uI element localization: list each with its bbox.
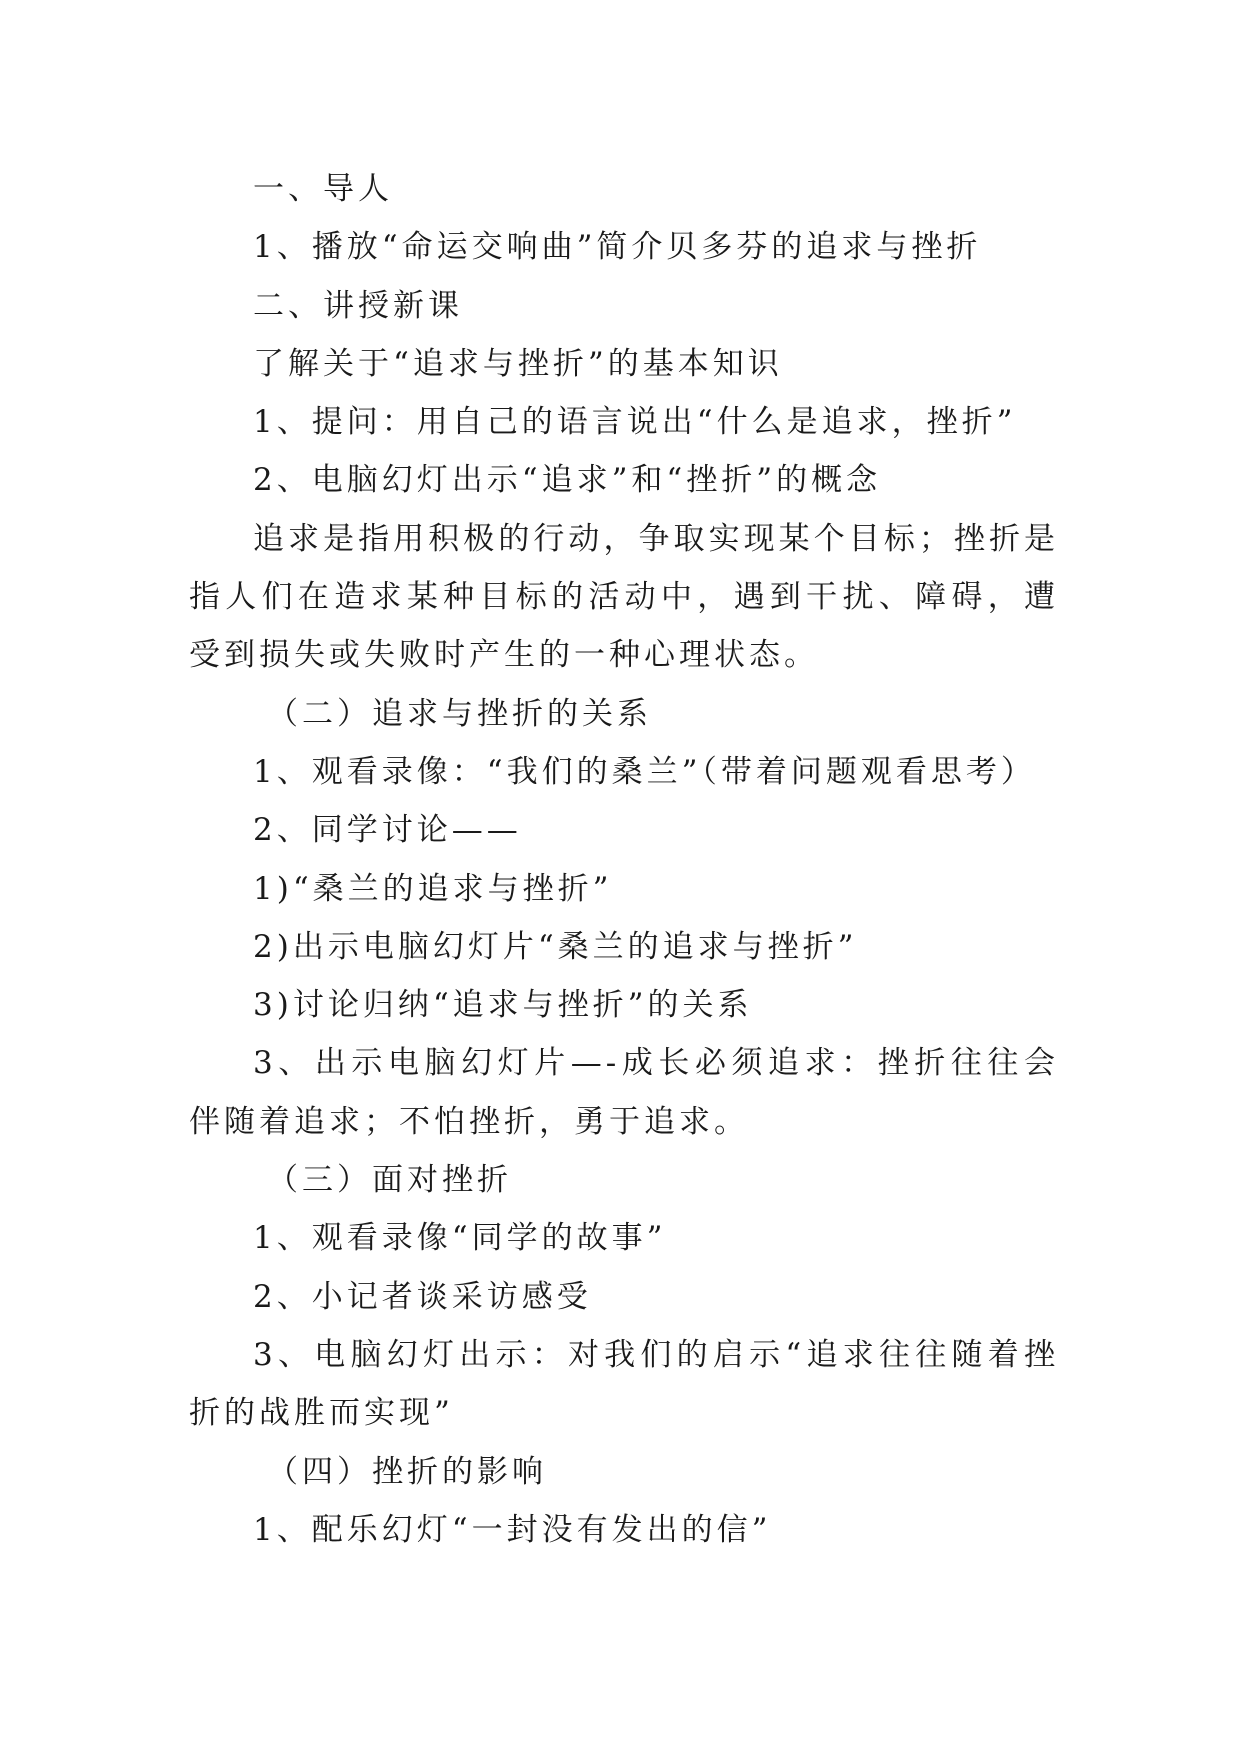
list-item: 3、出示电脑幻灯片—-成长必须追求：挫折往往会伴随着追求；不怕挫折，勇于追求。 <box>189 1045 1059 1140</box>
list-item: 1、提问：用自己的语言说出“什么是追求，挫折” <box>253 404 1017 441</box>
heading-new-lesson: 二、讲授新课 <box>253 287 463 324</box>
list-item: 1、观看录像：“我们的桑兰”（带着问题观看思考） <box>253 753 1036 790</box>
list-item: 2、同学讨论—— <box>253 812 522 849</box>
list-item: 1、配乐幻灯“一封没有发出的信” <box>253 1511 772 1548</box>
sub-list-item: 1)“桑兰的追求与挫折” <box>253 870 613 907</box>
list-item: 1、观看录像“同学的故事” <box>253 1220 667 1257</box>
list-item: 2、电脑幻灯出示“追求”和“挫折”的概念 <box>253 462 882 499</box>
heading-intro: 一、导人 <box>253 171 393 207</box>
section-heading: （四）挫折的影响 <box>267 1453 547 1490</box>
definition-paragraph: 追求是指用积极的行动，争取实现某个目标；挫折是指人们在造求某种目标的活动中，遇到干扰、障碍，遭受到损失或失败时产生的一种心理状态。 <box>189 520 1059 674</box>
document-body <box>189 160 1059 1559</box>
list-item: 2、小记者谈采访感受 <box>253 1278 592 1315</box>
sub-list-item: 2)出示电脑幻灯片“桑兰的追求与挫折” <box>253 928 858 965</box>
list-item: 1、播放“命运交响曲”简介贝多芬的追求与挫折 <box>253 229 982 266</box>
paragraph: 了解关于“追求与挫折”的基本知识 <box>253 345 783 382</box>
section-heading: （三）面对挫折 <box>267 1162 512 1199</box>
section-heading: （二）追求与挫折的关系 <box>267 695 652 732</box>
sub-list-item: 3)讨论归纳“追求与挫折”的关系 <box>253 987 753 1024</box>
list-item: 3、电脑幻灯出示：对我们的启示“追求往往随着挫折的战胜而实现” <box>189 1336 1059 1432</box>
